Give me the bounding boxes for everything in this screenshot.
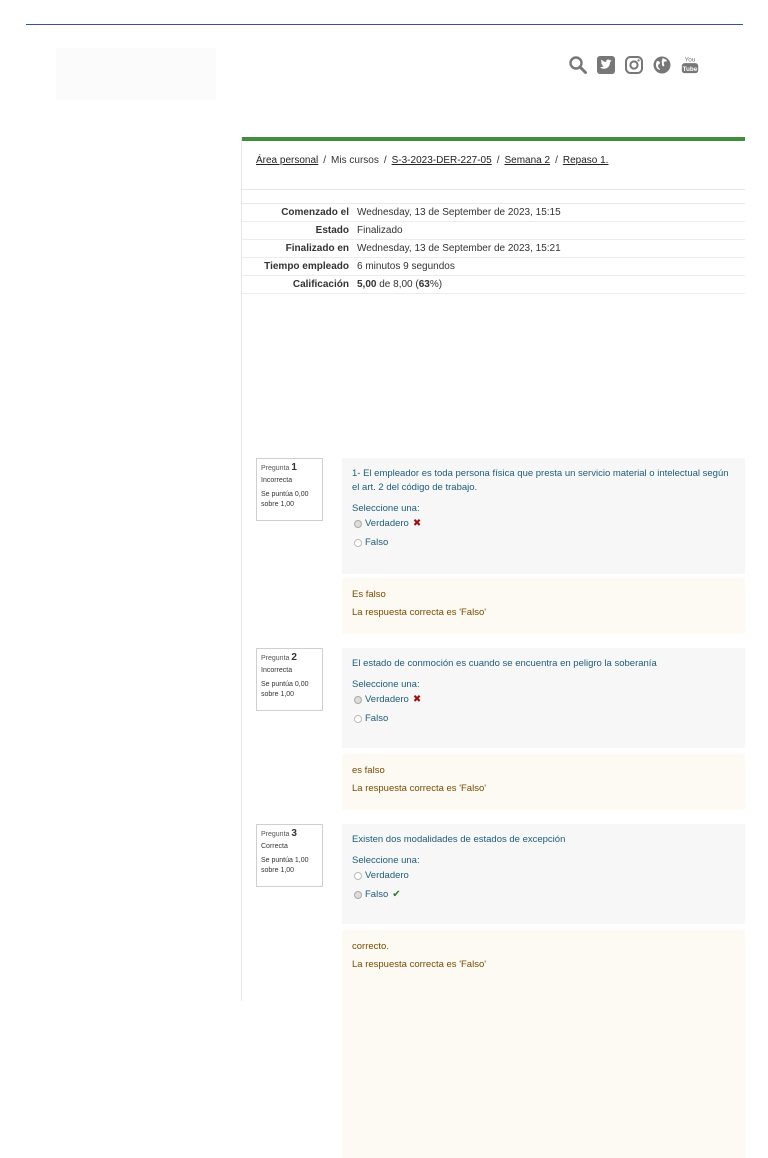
question-feedback [342, 930, 745, 1158]
question-state: Correcta [261, 843, 288, 850]
summary-value [357, 276, 442, 293]
youtube-text-bottom: Tube [682, 65, 698, 73]
globe-icon[interactable] [652, 55, 672, 75]
question-feedback [342, 754, 745, 810]
question-grade: Se puntúa 0,00 sobre 1,00 [261, 681, 309, 698]
site-logo-area [56, 48, 216, 100]
question-body [342, 648, 745, 748]
question-text: El estado de conmoción es cuando se encuentra en peligro la soberanía [352, 658, 657, 669]
radio-button[interactable] [354, 539, 362, 547]
search-icon[interactable] [568, 55, 588, 75]
question-prompt: Seleccione una: [352, 679, 420, 690]
option-verdadero[interactable] [342, 690, 745, 709]
radio-button[interactable] [354, 891, 362, 899]
feedback-text: Es falso [352, 589, 386, 600]
breadcrumb-separator: / [383, 155, 387, 166]
correct-answer-text: La respuesta correcta es 'Falso' [352, 959, 487, 970]
question-number: 3 [291, 828, 297, 839]
youtube-icon[interactable] [680, 55, 700, 75]
breadcrumb-course-link[interactable]: S-3-2023-DER-227-05 [391, 155, 492, 166]
youtube-text-top: You [684, 56, 696, 64]
option-falso[interactable] [342, 709, 745, 728]
grade-percent: 63 [418, 279, 430, 290]
breadcrumb-home-link[interactable]: Área personal [256, 155, 319, 166]
question-info-box [256, 824, 323, 887]
summary-row-started [242, 204, 745, 222]
option-label: Falso [365, 889, 389, 900]
main-content [241, 137, 745, 1001]
question-state: Incorrecta [261, 667, 293, 674]
radio-button[interactable] [354, 715, 362, 723]
option-label: Falso [365, 713, 389, 724]
option-label: Verdadero [365, 518, 409, 529]
incorrect-icon: ✖ [412, 694, 422, 705]
instagram-icon[interactable] [624, 55, 644, 75]
correct-answer-text: La respuesta correcta es 'Falso' [352, 607, 487, 618]
summary-label: Tiempo empleado [264, 261, 349, 272]
attempt-summary-table [242, 203, 745, 294]
option-label: Verdadero [365, 870, 409, 881]
question-info-box [256, 648, 323, 711]
question-prompt: Seleccione una: [352, 855, 420, 866]
summary-label: Calificación [292, 279, 349, 290]
summary-row-grade [242, 276, 745, 294]
question-text: Existen dos modalidades de estados de excepción [352, 834, 566, 845]
breadcrumb-courses: Mis cursos [331, 155, 379, 166]
correct-answer-text: La respuesta correcta es 'Falso' [352, 783, 487, 794]
summary-value: Wednesday, 13 de September de 2023, 15:15 [357, 207, 561, 218]
option-verdadero[interactable] [342, 866, 745, 885]
summary-label: Comenzado el [281, 207, 349, 218]
summary-row-state [242, 222, 745, 240]
question-body [342, 824, 745, 924]
question-prompt: Seleccione una: [352, 503, 420, 514]
summary-value: Finalizado [357, 225, 403, 236]
option-falso[interactable] [342, 533, 745, 552]
summary-row-finished [242, 240, 745, 258]
option-falso[interactable] [342, 885, 745, 904]
radio-button[interactable] [354, 520, 362, 528]
social-icons [568, 55, 700, 75]
summary-row-time-taken [242, 258, 745, 276]
breadcrumb-quiz-link[interactable]: Repaso 1. [562, 155, 609, 166]
correct-check-icon: ✔ [392, 889, 401, 900]
question-grade: Se puntúa 0,00 sobre 1,00 [261, 491, 309, 508]
question-body [342, 458, 745, 574]
breadcrumb-separator: / [555, 155, 558, 166]
grade-score: 5,00 [357, 279, 377, 290]
breadcrumb-separator: / [323, 155, 327, 166]
summary-value: 6 minutos 9 segundos [357, 261, 455, 272]
question-grade: Se puntúa 1,00 sobre 1,00 [261, 857, 309, 874]
question-number: 1 [291, 462, 297, 473]
question-label: Pregunta [261, 655, 290, 662]
option-label: Falso [365, 537, 389, 548]
twitter-icon[interactable] [596, 55, 616, 75]
breadcrumb-week-link[interactable]: Semana 2 [504, 155, 551, 166]
incorrect-icon: ✖ [412, 518, 422, 529]
question-info-box [256, 458, 323, 521]
question-label: Pregunta [261, 465, 290, 472]
radio-button[interactable] [354, 872, 362, 880]
question-text: 1- El empleador es toda persona física que presta un servicio material o intelectual según el art. 2 del código de trabajo. [352, 468, 729, 493]
feedback-text: correcto. [352, 941, 389, 952]
option-label: Verdadero [365, 694, 409, 705]
question-label: Pregunta [261, 831, 290, 838]
top-divider [26, 24, 743, 25]
grade-of-text: de 8,00 ( [379, 279, 419, 290]
radio-button[interactable] [354, 696, 362, 704]
question-state: Incorrecta [261, 477, 293, 484]
breadcrumb [242, 141, 745, 190]
feedback-text: es falso [352, 765, 385, 776]
option-verdadero[interactable] [342, 514, 745, 533]
question-feedback [342, 578, 745, 634]
summary-label: Finalizado en [285, 243, 349, 254]
summary-label: Estado [315, 225, 349, 236]
grade-suffix: %) [429, 279, 443, 290]
question-number: 2 [291, 652, 297, 663]
breadcrumb-separator: / [496, 155, 500, 166]
summary-value: Wednesday, 13 de September de 2023, 15:21 [357, 243, 561, 254]
